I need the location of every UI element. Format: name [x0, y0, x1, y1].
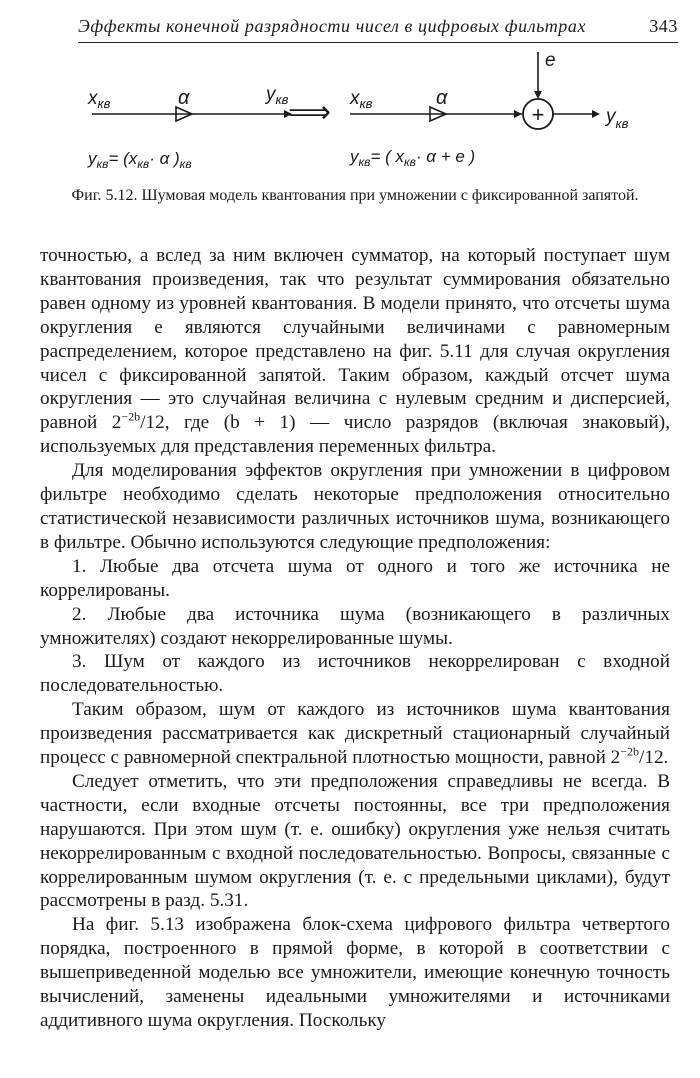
right-coef-label: α — [436, 87, 448, 109]
adder-output-arrowhead — [592, 110, 600, 118]
left-coef-label: α — [178, 87, 190, 109]
assumption-2: 2. Любые два источника шума (возникающего в различных умножителях) создают некоррелированные шумы. — [40, 603, 670, 649]
paragraph-3: Таким образом, шум от каждого из источников шума квантования произведения рассматривается как дискретный стационарный случайный процесс с равномерной спектральной плотностью мощности, равной $2^{-2b}/12$. — [40, 699, 670, 769]
paragraph-2: Для моделирования эффектов округления при умножении в цифровом фильтре необходимо сделать некоторые предположения относительно статистической независимости различных источников шума, возникающего в фильтре. Обычно используются следующие предположения: — [40, 460, 670, 553]
body-text — [40, 244, 670, 1033]
right-output-label: $y_{кв}$ — [606, 106, 629, 131]
figure-5-12-diagram — [0, 44, 700, 184]
left-input-label: $x_{кв}$ — [88, 88, 111, 111]
paragraph-5: На фиг. 5.13 изображена блок-схема цифрового фильтра четвертого порядка, построенного в прямой форме, в которой в соответствии с вышеприведенной моделью все умножители, имеющие конечную точность вычислений, заменены идеальными умножителями и источниками аддитивного шума округления. Поскольку — [40, 914, 670, 1031]
right-input-label: $x_{кв}$ — [350, 88, 373, 111]
running-header — [78, 14, 678, 43]
paragraph-4: Следует отметить, что эти предположения справедливы не всегда. В частности, если входные отсчеты постоянны, все три предположения нарушаются. При этом шум (т. е. ошибку) округления уже нельзя считать некоррелированным с входной последовательностью. Вопросы, связанные с коррелированным шумом округления (т. е. с предельными циклами), будут рассмотрены в разд. 5.31. — [40, 770, 670, 912]
implies-arrow: ⟹ — [288, 96, 332, 129]
paragraph-1: точностью, а вслед за ним включен сумматор, на который поступает шум квантования произведения, так что результат суммирования обязательно равен одному из уровней квантования. В модели принято, что отсчеты шума округления e являются случайными величинами с равномерным распределением, которое представлено на фиг. 5.11 для случая округления чисел с фиксированной запятой. Таким образом, каждый отсчет шума округления — это случайная величина с нулевым средним и дисперсией, равной $2^{-2b}/12$, где (b + 1) — число разрядов (включая знаковый), используемых для представления переменных фильтра. — [40, 245, 670, 458]
noise-arrowhead — [534, 91, 542, 99]
adder-plus: + — [531, 102, 545, 127]
left-output-label: $y_{кв}$ — [266, 84, 289, 107]
figure-caption: Фиг. 5.12. Шумовая модель квантования при умножении с фиксированной запятой. — [71, 187, 639, 204]
left-equation: $y_{кв}= (x_{кв}\cdot \alpha$ )$_{кв}$ — [88, 149, 192, 171]
right-equation: $y_{кв}=$ ( $x_{кв}\cdot \alpha + e$ ) — [350, 147, 476, 169]
page-number: 343 — [649, 16, 678, 36]
header-title: Эффекты конечной разрядности чисел в цифровых фильтрах — [78, 16, 587, 36]
adder-input-arrowhead — [514, 110, 522, 118]
assumption-3: 3. Шум от каждого из источников некоррелирован с входной последовательностью. — [40, 651, 670, 697]
noise-label: e — [545, 50, 556, 71]
assumption-1: 1. Любые два отсчета шума от одного и того же источника не коррелированы. — [40, 555, 670, 601]
